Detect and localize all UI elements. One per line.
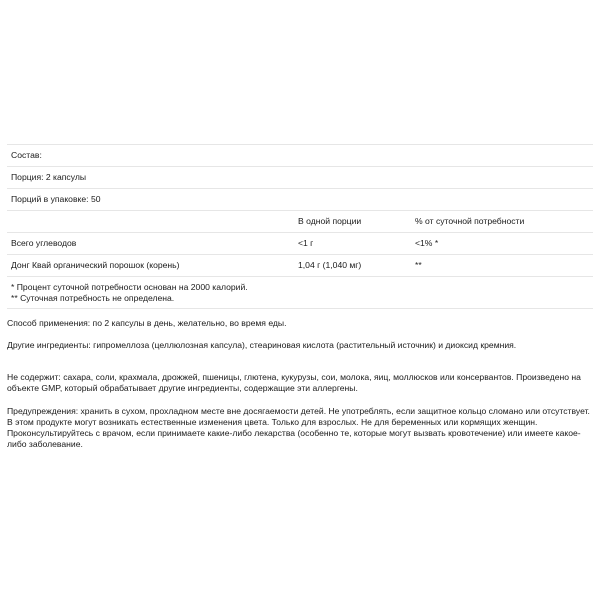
table-row <box>7 167 593 189</box>
footnote-not-established: ** Суточная потребность не определена. <box>11 292 175 303</box>
table-footer-row <box>7 277 593 309</box>
supplement-facts-table <box>7 144 593 309</box>
does-not-contain-text: Не содержит: сахара, соли, крахмала, дрожжей, пшеницы, глютена, кукурузы, сои, молока, яиц, моллюсков или консервантов. Произведено на объекте GMP, который обрабатывает другие ингредиенты, содержащие эти аллергены. <box>7 372 581 393</box>
nutrient-name: Донг Квай органический порошок (корень) <box>7 255 294 277</box>
serving-size: Порция: 2 капсулы <box>7 167 593 189</box>
composition-label: Состав: <box>7 145 593 167</box>
usage-text: Способ применения: по 2 капсулы в день, желательно, во время еды. <box>7 318 287 328</box>
footnotes <box>7 277 593 309</box>
table-row <box>7 189 593 211</box>
footnote-daily-value: * Процент суточной потребности основан на 2000 калорий. <box>11 281 248 292</box>
table-header-row <box>7 211 593 233</box>
other-ingredients-text: Другие ингредиенты: гипромеллоза (целлюлозная капсула), стеариновая кислота (растительный источник) и диоксид кремния. <box>7 340 517 350</box>
nutrient-name: Всего углеводов <box>7 233 294 255</box>
table-row <box>7 233 593 255</box>
nutrient-daily-value: <1% * <box>411 233 593 255</box>
header-per-serving: В одной порции <box>294 211 411 233</box>
warnings-text: Предупреждения: хранить в сухом, прохладном месте вне досягаемости детей. Не употреблять, если защитное кольцо сломано или отсутствует. В этом продукте могут возникать естественные изменения цвета. Только для взрослых. Не для беременных или кормящих женщин. Проконсультируйтесь с врачом, если принимаете какие-либо лекарства (особенно те, которые могут вызвать кровотечение) или имеете какое-либо заболевание. <box>7 406 590 449</box>
header-daily-value: % от суточной потребности <box>411 211 593 233</box>
header-blank <box>7 211 294 233</box>
table-row <box>7 255 593 277</box>
table-row <box>7 145 593 167</box>
nutrient-amount: <1 г <box>294 233 411 255</box>
nutrient-amount: 1,04 г (1,040 мг) <box>294 255 411 277</box>
servings-per-container: Порций в упаковке: 50 <box>7 189 593 211</box>
nutrient-daily-value: ** <box>411 255 593 277</box>
